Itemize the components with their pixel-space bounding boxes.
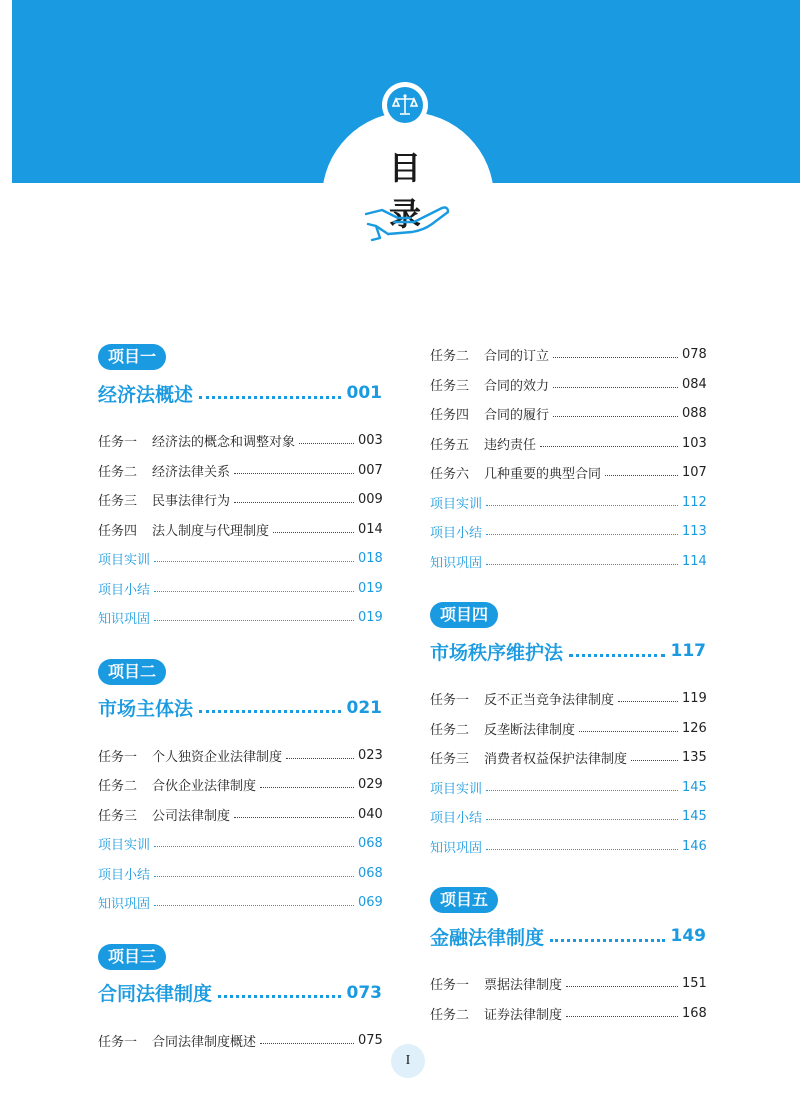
toc-entry[interactable]: 任务一 个人独资企业法律制度 023 [98,747,383,765]
toc-entry[interactable]: 任务一 票据法律制度 151 [430,976,707,994]
toc-entry[interactable]: 任务二 经济法律关系 007 [98,462,383,480]
toc-entry[interactable]: 知识巩固 146 [430,838,707,856]
toc-entry[interactable]: 项目小结 068 [98,865,383,883]
project-section [98,944,382,1056]
toc-entry[interactable]: 任务二 合伙企业法律制度 029 [98,777,383,795]
project-section [430,887,706,1028]
project-badge: 项目五 [430,887,498,913]
toc-entry[interactable]: 任务二 反垄断法律制度 126 [430,720,707,738]
project-section-continued [430,340,706,576]
toc-entry[interactable]: 项目实训 068 [98,836,383,854]
project-title-link[interactable]: 市场主体法 021 [98,697,382,720]
toc-entry[interactable]: 任务二 合同的订立 078 [430,347,707,365]
toc-left-column [98,344,382,1055]
open-hand-icon [362,200,458,244]
page-number: I [391,1044,425,1078]
project-section [430,602,706,861]
project-badge: 项目一 [98,344,166,370]
toc-entry[interactable]: 项目实训 145 [430,779,707,797]
toc-right-column [430,340,706,1028]
project-section [98,659,382,918]
toc-entry[interactable]: 任务一 反不正当竞争法律制度 119 [430,691,707,709]
toc-entry[interactable]: 任务三 民事法律行为 009 [98,492,383,510]
toc-entry[interactable]: 任务四 合同的履行 088 [430,406,707,424]
toc-entry[interactable]: 任务五 违约责任 103 [430,435,707,453]
toc-entry[interactable]: 任务三 消费者权益保护法律制度 135 [430,750,707,768]
project-badge: 项目四 [430,602,498,628]
toc-entry[interactable]: 项目小结 019 [98,580,383,598]
toc-entry[interactable]: 任务三 公司法律制度 040 [98,806,383,824]
toc-entry[interactable]: 项目实训 112 [430,494,707,512]
toc-entry[interactable]: 任务三 合同的效力 084 [430,376,707,394]
toc-entry[interactable]: 项目小结 113 [430,524,707,542]
scales-of-justice-icon [382,82,428,128]
toc-entry[interactable]: 知识巩固 114 [430,553,707,571]
project-title-link[interactable]: 市场秩序维护法 117 [430,641,706,664]
toc-entry[interactable]: 知识巩固 019 [98,610,383,628]
toc-entry[interactable]: 任务一 经济法的概念和调整对象 003 [98,433,383,451]
project-badge: 项目二 [98,659,166,685]
project-title-link[interactable]: 经济法概述 001 [98,383,382,406]
toc-entry[interactable]: 项目实训 018 [98,551,383,569]
project-badge: 项目三 [98,944,166,970]
page-title: 目 录 [388,149,445,233]
toc-entry[interactable]: 任务二 证券法律制度 168 [430,1005,707,1023]
project-section [98,344,382,633]
toc-entry[interactable]: 任务四 法人制度与代理制度 014 [98,521,383,539]
project-title-link[interactable]: 合同法律制度 073 [98,982,382,1005]
toc-entry[interactable]: 知识巩固 069 [98,895,383,913]
toc-entry[interactable]: 任务一 合同法律制度概述 075 [98,1032,383,1050]
project-title-link[interactable]: 金融法律制度 149 [430,926,706,949]
toc-entry[interactable]: 任务六 几种重要的典型合同 107 [430,465,707,483]
toc-entry[interactable]: 项目小结 145 [430,809,707,827]
